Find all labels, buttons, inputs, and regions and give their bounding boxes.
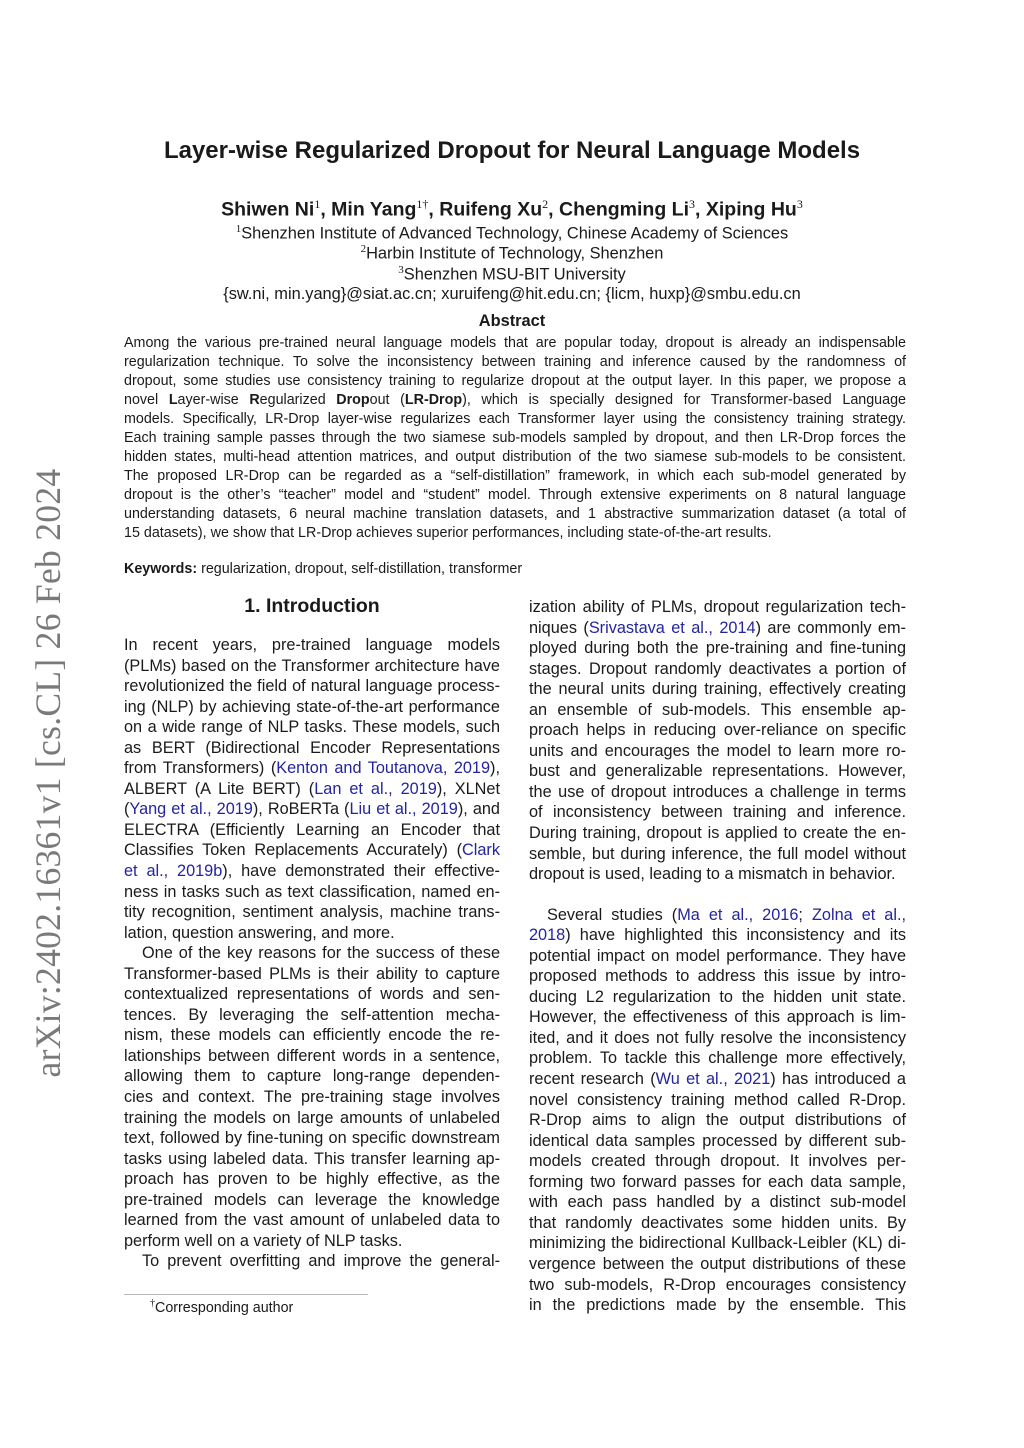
text-fragment: pre-trained models can leverage the knowledge: [124, 1190, 500, 1209]
text-line: [124, 1251, 500, 1272]
text-line: [529, 1090, 906, 1111]
text-fragment: that randomly deactivates some hidden units. By: [529, 1213, 906, 1232]
author-name: Ruifeng Xu: [439, 198, 543, 221]
text-line: [124, 1087, 500, 1108]
text-fragment: units and encourages the model to learn more ro-: [529, 741, 906, 760]
text-line: [529, 1233, 906, 1254]
text-line: [529, 1275, 906, 1296]
text-fragment: ited, and it does not fully resolve the inconsistency: [529, 1028, 906, 1047]
text-line: [124, 799, 500, 820]
text-line: [529, 1028, 906, 1049]
text-line: [529, 1213, 906, 1234]
text-fragment: R-Drop aims to align the output distributions of: [529, 1111, 906, 1130]
abstract-line: understanding datasets, 6 neural machine translation datasets, and 1 abstractive summarization dataset (a total of: [124, 505, 906, 522]
text-line: [124, 1169, 500, 1190]
citation-link[interactable]: Wu et al., 2021: [655, 1070, 771, 1089]
text-line: [529, 1131, 906, 1152]
abstract-heading: Abstract: [478, 312, 546, 330]
footnote-mark: †: [150, 1298, 155, 1309]
text-line: [124, 656, 500, 677]
text-line: [529, 802, 906, 823]
citation-link[interactable]: 2018: [529, 926, 566, 945]
text-line: [124, 758, 500, 779]
footnote: [150, 1298, 293, 1316]
author-name: Xiping Hu: [705, 198, 797, 221]
affiliation-text: Shenzhen Institute of Advanced Technology, Chinese Academy of Sciences: [241, 224, 789, 243]
text-fragment: ness in tasks such as text classification, named en-: [124, 882, 500, 901]
text-fragment: cies and context. The pre-training stage involves: [124, 1088, 500, 1107]
text-fragment: minimizing the bidirectional Kullback-Leibler (KL) di-: [529, 1234, 906, 1253]
text-fragment: semble, but during inference, the full model without: [529, 844, 906, 863]
abstract-line: models. Specifically, LR-Drop layer-wise regularizes each Transformer layer using the consistency training strategy.: [124, 410, 906, 427]
left-column: [124, 635, 500, 1272]
arxiv-identifier-stamp: [22, 455, 74, 1090]
text-fragment: the neural units during training, effectively creating: [529, 680, 906, 699]
text-fragment: on a wide range of NLP tasks. These models, such: [124, 718, 500, 737]
text-line: [124, 1046, 500, 1067]
author-list: Shiwen Ni$^1$, Min Yang$^{1\dagger}$, Ruifeng Xu$^2$, Chengming Li$^3$, Xiping Hu$^3$: [221, 197, 803, 221]
abstract-line: Among the various pre-trained neural language models that are popular today, dropout is already an indispensable: [124, 335, 906, 351]
text-line: [124, 861, 500, 882]
text-line: [124, 738, 500, 759]
text-line: [124, 820, 500, 841]
text-line: [529, 700, 906, 721]
arxiv-identifier-text: arXiv:2402.16361v1 [cs.CL] 26 Feb 2024: [28, 468, 68, 1077]
text-fragment: ), RoBERTa (: [252, 800, 350, 819]
text-line: [529, 1295, 906, 1316]
text-fragment: ) have highlighted this inconsistency and its: [565, 926, 906, 945]
paper-title: Layer-wise Regularized Dropout for Neural Language Models: [163, 137, 861, 164]
text-line: [529, 618, 906, 639]
text-fragment: proach has proven to be highly effective, as the: [124, 1170, 500, 1189]
text-fragment: an ensemble of sub-models. This ensemble ap-: [529, 700, 906, 719]
text-fragment: nism, these models can efficiently encode the re-: [124, 1026, 500, 1045]
text-line: [124, 1066, 500, 1087]
affiliation-mark: 1: [235, 223, 242, 235]
text-fragment: allowing them to capture long-range dependen-: [124, 1067, 500, 1086]
affiliation-mark: 2: [360, 243, 367, 255]
text-fragment: However, the effectiveness of this approach is lim-: [529, 1008, 906, 1027]
text-line: [124, 779, 500, 800]
text-fragment: ) has introduced a: [770, 1070, 906, 1089]
text-fragment: revolutionized the field of natural language process-: [124, 677, 500, 696]
text-fragment: In recent years, pre-trained language models: [124, 636, 500, 654]
text-fragment: text, followed by fine-tuning on specific downstream: [124, 1129, 500, 1148]
keywords-text: regularization, dropout, self-distillation, transformer: [197, 561, 523, 577]
text-line: [124, 1231, 500, 1252]
author-name: Min Yang: [331, 198, 417, 221]
text-fragment: (PLMs) based on the Transformer architecture have: [124, 656, 500, 675]
text-fragment: novel consistency training method called R-Drop.: [529, 1090, 906, 1109]
text-fragment: ), have demonstrated their effective-: [222, 862, 500, 881]
text-fragment: problem. To tackle this challenge more effectively,: [529, 1049, 906, 1068]
text-fragment: in the predictions made by the ensemble. This: [529, 1296, 906, 1315]
text-fragment: models created through dropout. It involves per-: [529, 1152, 906, 1171]
text-fragment: proach helps in reducing over-reliance on specific: [529, 721, 906, 740]
text-line: [529, 966, 906, 987]
text-fragment: ),: [490, 759, 500, 778]
text-fragment: ployed during both the pre-training and fine-tuning: [529, 639, 906, 658]
text-fragment: During training, dropout is applied to create the en-: [529, 824, 906, 843]
author-affiliation-mark: 3: [796, 197, 803, 211]
citation-link[interactable]: Yang et al., 2019: [129, 800, 253, 819]
text-fragment: ), XLNet: [436, 779, 500, 798]
keywords-label: Keywords:: [124, 561, 198, 577]
author-name: Chengming Li: [559, 198, 690, 221]
text-fragment: ELECTRA (Efficiently Learning an Encoder that: [124, 820, 500, 839]
text-fragment: ), and: [457, 800, 500, 819]
text-line: [124, 1025, 500, 1046]
text-fragment: lationships between different words in a sentence,: [124, 1046, 500, 1065]
author-affiliation-mark: 2: [542, 197, 549, 211]
abstract-line: dropout, some studies use consistency training to regularize dropout at the output layer. In this paper, we propose a: [124, 372, 906, 389]
footnote-text: Corresponding author: [155, 1299, 294, 1316]
text-line: [529, 864, 906, 885]
citation-link[interactable]: Liu et al., 2019: [349, 800, 458, 819]
text-line: [529, 1069, 906, 1090]
text-fragment: dropout is used, leading to a mismatch in behavior.: [529, 865, 896, 884]
abstract-line: hidden states, multi-head attention matrices, and output distribution of the two siamese sub-models to be consistent.: [124, 448, 906, 465]
abstract-line: The proposed LR-Drop can be regarded as a “self-distillation” framework, in which each sub-model generated by: [124, 467, 906, 484]
citation-link[interactable]: Zolna et al.,: [811, 905, 906, 924]
text-line: [124, 1149, 500, 1170]
text-line: [124, 984, 500, 1005]
right-column: [529, 597, 906, 1316]
affiliation-3: [0, 264, 1024, 284]
text-line: [529, 679, 906, 700]
text-line: [529, 597, 906, 618]
text-fragment: ing (NLP) by achieving state-of-the-art performance: [124, 697, 500, 716]
text-line: [529, 1192, 906, 1213]
text-fragment: with each pass handled by a distinct sub-model: [529, 1193, 906, 1212]
text-fragment: ization ability of PLMs, dropout regularization tech-: [529, 598, 906, 616]
text-fragment: tasks using labeled data. This transfer learning ap-: [124, 1149, 500, 1168]
affiliation-2: [0, 243, 1024, 263]
text-line: [529, 741, 906, 762]
citation-link[interactable]: Clark: [462, 841, 500, 860]
text-line: [529, 1048, 906, 1069]
text-line: [124, 1210, 500, 1231]
text-fragment: tity recognition, sentiment analysis, machine trans-: [124, 903, 500, 922]
text-line: [124, 902, 500, 923]
abstract-line: 15 datasets), we show that LR-Drop achieves superior performances, including state-of-the-art results.: [124, 524, 772, 541]
text-line: [529, 1110, 906, 1131]
text-fragment: as BERT (Bidirectional Encoder Representations: [124, 738, 500, 757]
citation-link[interactable]: Kenton and Toutanova, 2019: [276, 759, 491, 778]
abstract-line: novel Layer-wise Regularized Dropout (LR-Drop), which is specially designed for Transformer-based Language: [124, 391, 906, 408]
text-line: [124, 635, 500, 656]
keywords: [124, 561, 522, 577]
text-fragment: stages. Dropout randomly deactivates a portion of: [529, 659, 906, 678]
text-fragment: proposed methods to address this issue by intro-: [529, 967, 906, 986]
text-line: [124, 717, 500, 738]
author-name: Shiwen Ni: [221, 198, 315, 221]
text-fragment: potential impact on model performance. They have: [529, 946, 906, 965]
abstract-body: [124, 334, 906, 542]
text-line: [529, 987, 906, 1008]
text-fragment: from Transformers) (: [124, 759, 277, 778]
paragraph-gap: [529, 885, 906, 905]
text-line: [529, 1172, 906, 1193]
footnote-rule: [124, 1294, 368, 1295]
abstract-line: dropout is the other’s “teacher” model and “student” model. Through extensive experiments on 8 natural language: [124, 486, 906, 503]
text-line: [529, 1254, 906, 1275]
text-fragment: lation, question answering, and more.: [124, 923, 395, 942]
author-emails: {sw.ni, min.yang}@siat.ac.cn; xuruifeng@hit.edu.cn; {licm, huxp}@smbu.edu.cn: [223, 285, 801, 303]
affiliation-mark: 3: [398, 264, 404, 276]
text-fragment: recent research (: [529, 1070, 656, 1089]
text-fragment: Several studies (: [547, 905, 678, 924]
text-line: [529, 1007, 906, 1028]
text-line: [124, 964, 500, 985]
text-line: [529, 823, 906, 844]
text-line: [529, 720, 906, 741]
text-line: [124, 943, 500, 964]
text-fragment: Transformer-based PLMs is their ability to capture: [124, 964, 500, 983]
text-line: [124, 1005, 500, 1026]
text-fragment: ALBERT (A Lite BERT) (: [124, 779, 315, 798]
text-line: [124, 1108, 500, 1129]
text-line: [124, 840, 500, 861]
text-line: [529, 925, 906, 946]
author-affiliation-mark: 3: [689, 197, 696, 211]
text-fragment: the use of dropout introduces a challenge in terms: [529, 782, 906, 801]
text-line: [529, 905, 906, 926]
text-fragment: two sub-models, R-Drop encourages consistency: [529, 1275, 906, 1294]
text-fragment: vergence between the output distributions of these: [529, 1254, 906, 1273]
author-affiliation-mark: 1†: [416, 197, 429, 211]
text-fragment: learned from the vast amount of unlabeled data to: [124, 1211, 500, 1230]
citation-link[interactable]: Ma et al., 2016: [677, 905, 799, 924]
abstract-line: regularization technique. To solve the inconsistency between training and inference caused by the randomness of: [124, 353, 906, 370]
text-fragment: ;: [798, 905, 812, 924]
affiliation-1: [0, 223, 1024, 243]
text-fragment: bust and generalizable representations. However,: [529, 762, 906, 781]
citation-link[interactable]: et al., 2019b: [124, 862, 223, 881]
text-fragment: perform well on a variety of NLP tasks.: [124, 1231, 403, 1250]
text-fragment: Classifies Token Replacements Accurately) (: [124, 841, 462, 860]
text-fragment: One of the key reasons for the success of these: [142, 944, 500, 963]
text-fragment: contextualized representations of words and sen-: [124, 985, 500, 1004]
citation-link[interactable]: Srivastava et al., 2014: [588, 618, 756, 637]
text-line: [529, 946, 906, 967]
text-line: [124, 882, 500, 903]
text-fragment: niques (: [529, 618, 589, 637]
text-line: [124, 1190, 500, 1211]
text-line: [124, 676, 500, 697]
abstract-line: Each training sample passes through the two siamese sub-models sampled by dropout, and then LR-Drop forces the: [124, 429, 906, 446]
text-line: [529, 638, 906, 659]
text-line: [124, 923, 500, 944]
text-fragment: identical data samples processed by different sub-: [529, 1131, 906, 1150]
text-line: [124, 1128, 500, 1149]
text-fragment: (: [124, 800, 130, 819]
citation-link[interactable]: Lan et al., 2019: [314, 779, 437, 798]
text-fragment: tences. By leveraging the self-attention mecha-: [124, 1005, 500, 1024]
text-line: [529, 1151, 906, 1172]
text-fragment: training the models on large amounts of unlabeled: [124, 1108, 500, 1127]
text-fragment: of inconsistency between training and inference.: [529, 803, 906, 822]
affiliation-text: Harbin Institute of Technology, Shenzhen: [366, 244, 664, 263]
affiliation-text: Shenzhen MSU-BIT University: [403, 265, 626, 284]
text-line: [529, 761, 906, 782]
author-affiliation-mark: 1: [314, 197, 321, 211]
text-fragment: To prevent overfitting and improve the general-: [142, 1252, 500, 1271]
text-fragment: ) are commonly em-: [755, 618, 906, 637]
text-line: [124, 697, 500, 718]
text-fragment: forming two forward passes for each data sample,: [529, 1172, 906, 1191]
text-fragment: ducing L2 regularization to the hidden unit state.: [529, 987, 906, 1006]
section-heading-introduction: 1. Introduction: [244, 595, 380, 617]
text-line: [529, 844, 906, 865]
text-line: [529, 782, 906, 803]
text-line: [529, 659, 906, 680]
